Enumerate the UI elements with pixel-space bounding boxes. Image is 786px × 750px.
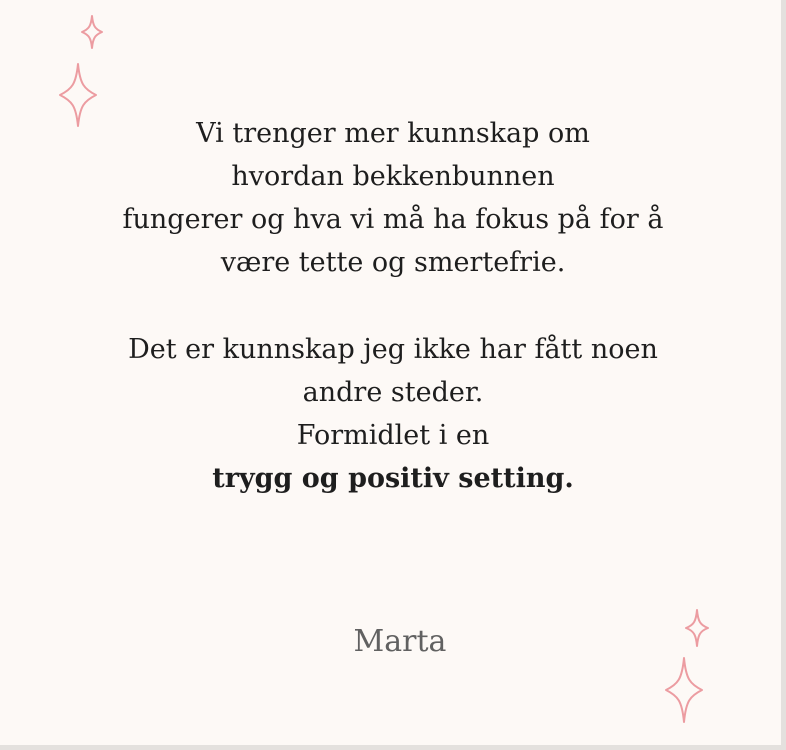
quote-line: andre steder.: [302, 377, 484, 408]
testimonial-paragraph-1: [60, 112, 726, 284]
quote-line: Formidlet i en: [296, 420, 490, 451]
quote-emphasis: trygg og positiv setting.: [212, 463, 574, 494]
card-edge-bottom: [0, 745, 786, 750]
card-edge-right: [781, 0, 786, 750]
quote-line: Vi trenger mer kunnskap om: [196, 118, 590, 149]
quote-line: fungerer og hva vi må ha fokus på for å: [122, 204, 664, 235]
quote-line: Det er kunnskap jeg ikke har fått noen: [128, 334, 658, 365]
testimonial-paragraph-2: [60, 328, 726, 500]
sparkle-icon: [684, 608, 710, 648]
sparkle-icon: [80, 14, 104, 50]
sparkle-icon: [664, 656, 704, 724]
quote-line: hvordan bekkenbunnen: [231, 161, 555, 192]
quote-line: være tette og smertefrie.: [220, 247, 566, 278]
testimonial-author: Marta: [353, 624, 447, 659]
